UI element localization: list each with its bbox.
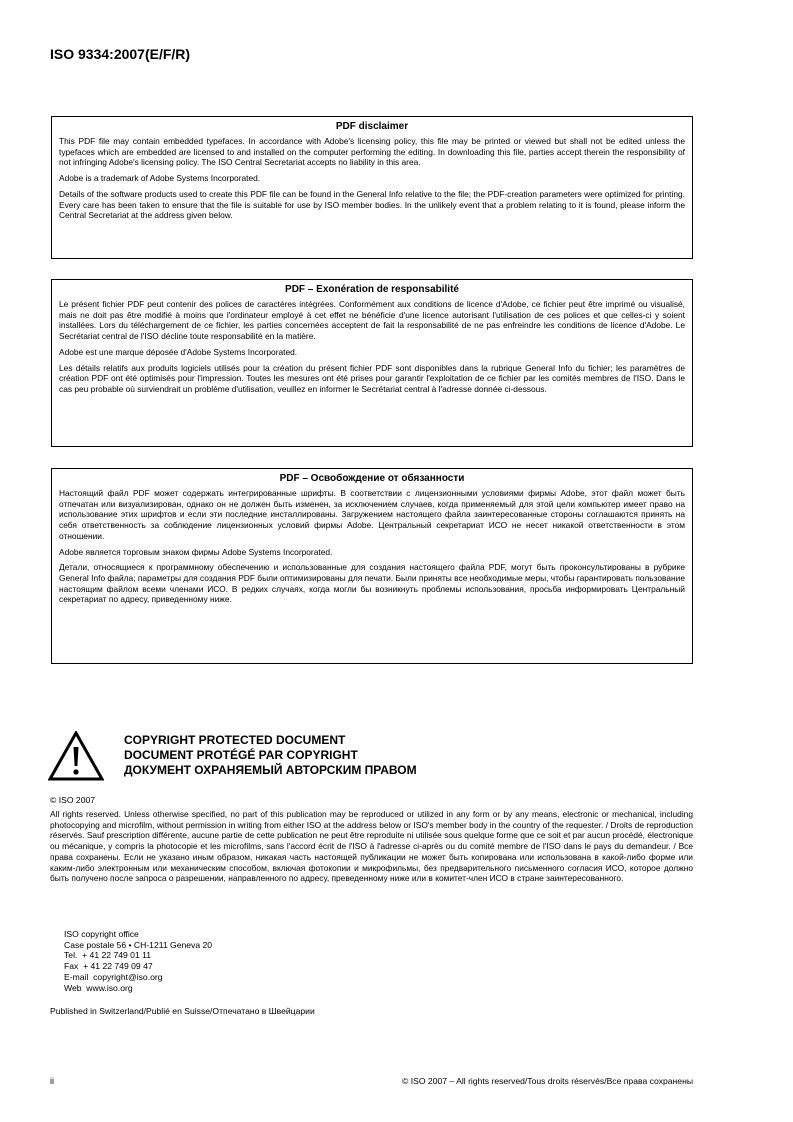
office-name: ISO copyright office [64,929,139,939]
pdf-disclaimer-en [51,116,693,259]
disclaimer-title-ru: PDF – Освобождение от обязанности [279,473,465,484]
copyright-year: © ISO 2007 [50,795,96,805]
disclaimer-fr-paragraph-1: Le présent fichier PDF peut contenir des polices de caractères intégrées. Conformément aux conditions de licence d'Adobe, ce fichier peut être imprimé ou visualisé, mais ne doit pas être modifié à moins que l'ordinateur employé à cet effet ne bénéficie d'une licence autorisant l'utilisation de ces polices et que celles-ci y soient installées. Lors du téléchargement de ce fichier, les parties concernées acceptent de fait la responsabilité de ne pas enfreindre les conditions de licence d'Adobe. Le Secrétariat central de l'ISO décline toute responsabilité en la matière. [59,299,685,342]
page-number: ii [50,1076,54,1086]
disclaimer-ru-paragraph-2: Adobe является торговым знаком фирмы Adobe Systems Incorporated. [59,546,333,557]
copyright-title-en: COPYRIGHT PROTECTED DOCUMENT [124,733,346,747]
pdf-disclaimer-ru [51,468,693,664]
office-website[interactable]: Web www.iso.org [64,982,133,993]
disclaimer-title-en: PDF disclaimer [335,121,409,132]
copyright-titles [124,733,417,778]
disclaimer-ru-paragraph-3: Детали, относящиеся к программному обеспечению и использованные для создания настоящего файла PDF, могут быть проконсультированы в рубрике General Info файла; параметры для создания PDF были оптимизированы для печати. Были приняты все необходимые меры, чтобы гарантировать пользование настоящим файлом всеми членами ИСО. В редких случаях, когда могли бы возникнуть проблемы использования, просьба информировать Центральный секретариат по адресу, приведенному ниже. [59,562,685,605]
disclaimer-en-paragraph-3: Details of the software products used to create this PDF file can be found in the General Info relative to the file; the PDF-creation parameters were optimized for printing. Every care has been taken to ensure that the file is suitable for use by ISO member bodies. In the unlikely event that a problem relating to it is found, please inform the Central Secretariat at the address given below. [59,188,685,221]
disclaimer-fr-paragraph-2: Adobe est une marque déposée d'Adobe Systems Incorporated. [59,346,298,357]
published-location: Published in Switzerland/Publié en Suisse/Отпечатано в Швейцарии [50,1006,315,1016]
office-email[interactable]: E-mail copyright@iso.org [64,971,163,982]
disclaimer-en-paragraph-1: This PDF file may contain embedded typefaces. In accordance with Adobe's licensing policy, this file may be printed or viewed but shall not be edited unless the typefaces which are embedded are licensed to and installed on the computer performing the editing. In downloading this file, parties accept therein the responsibility of not infringing Adobe's licensing policy. The ISO Central Secretariat accepts no liability in this area. [59,136,685,168]
rights-statement: All rights reserved. Unless otherwise specified, no part of this publication may be reproduced or utilized in any form or by any means, electronic or mechanical, including photocopying and microfilm, without permission in writing from either ISO at the address below or ISO's member body in the country of the requester. / Droits de reproduction réservés. Sauf prescription différente, aucune partie de cette publication ne peut être reproduite ni utilisée sous quelque forme que ce soit et par aucun procédé, électronique ou mécanique, y compris la photocopie et les microfilms, sans l'accord écrit de l'ISO à l'adresse ci-après ou du comité membre de l'ISO dans le pays du demandeur. / Все права сохранены. Если не указано иным образом, никакая часть настоящей публикации не может быть копирована или использована в какой-либо форме или каким-либо электронным или механическим способом, включая фотокопии и микрофильмы, без предварительного письменного согласия ИСО, которое должно быть получено после запроса о разрешении, направленного по адресу, преведенному ниже или в комитет-член ИСО в стране заинтересованного. [50,809,693,884]
office-fax: Fax + 41 22 749 09 47 [64,961,153,972]
copyright-title-fr: DOCUMENT PROTÉGÉ PAR COPYRIGHT [124,748,358,762]
warning-icon [48,731,104,781]
disclaimer-en-paragraph-2: Adobe is a trademark of Adobe Systems Incorporated. [59,173,261,184]
pdf-disclaimer-fr [51,279,693,447]
office-telephone: Tel. + 41 22 749 01 11 [64,950,152,961]
footer-copyright: © ISO 2007 – All rights reserved/Tous droits réservés/Все права сохранены [402,1076,693,1086]
disclaimer-title-fr: PDF – Exonération de responsabilité [285,284,459,295]
document-id: ISO 9334:2007(E/F/R) [50,46,191,62]
disclaimer-fr-paragraph-3: Les détails relatifs aux produits logiciels utilisés pour la création du présent fichier PDF sont disponibles dans la rubrique General Info du fichier; les paramètres de création PDF ont été optimisés pour l'impression. Toutes les mesures ont été prises pour garantir l'exploitation de ce fichier par les comités membres de l'ISO. Dans le cas peu probable où surviendrait un problème d'utilisation, veuillez en informer le Secrétariat central à l'adresse donnée ci-dessous. [59,362,685,394]
office-postal-address: Case postale 56 • CH-1211 Geneva 20 [64,939,213,950]
copyright-office-address [64,929,212,993]
disclaimer-ru-paragraph-1: Настоящий файл PDF может содержать интегрированные шрифты. В соответствии с лицензионными условиями фирмы Adobe, этот файл может быть отпечатан или визуализирован, однако он не должен быть изменен, за исключением случаев, когда применяемый для этой цели компьютер имеет право на использование этих шрифтов и если эти последние инсталлированы. Загружением настоящего файла заинтересованные стороны соглашаются принять на себя ответственность за соблюдение лицензионных условий фирмы Adobe. Центральный секретариат ИСО не несет никакой ответственности в этом отношении. [59,488,685,541]
copyright-title-ru: ДОКУМЕНТ ОХРАНЯЕМЫЙ АВТОРСКИМ ПРАВОМ [124,763,417,777]
